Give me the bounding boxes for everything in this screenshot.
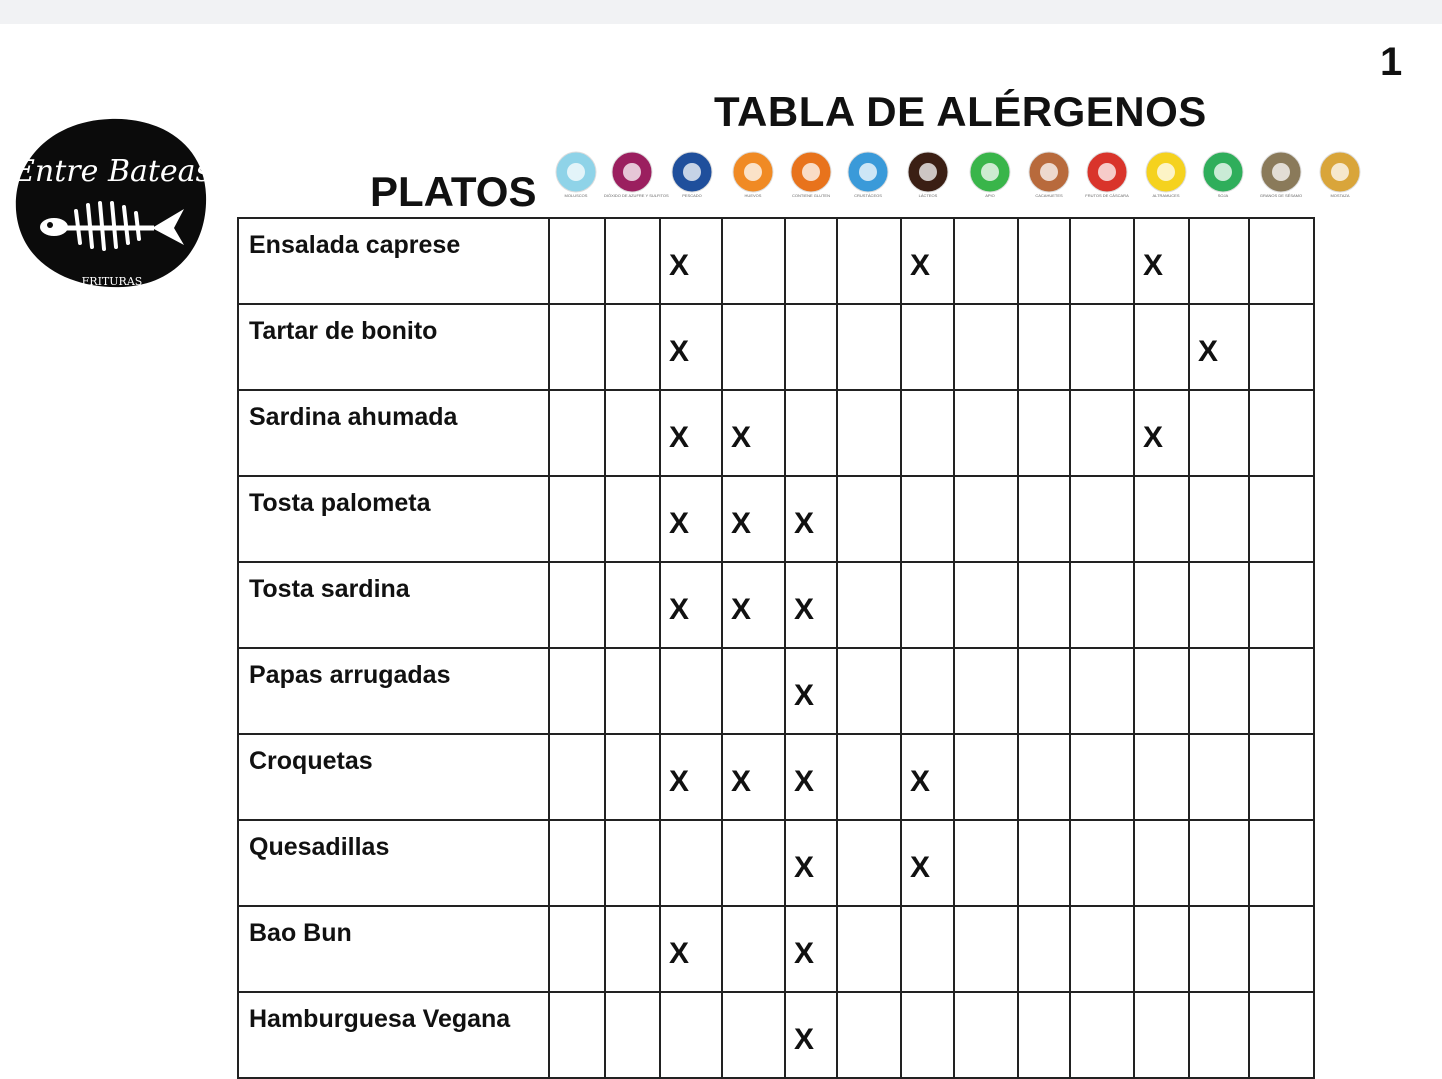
allergen-cell [954,992,1018,1078]
allergen-cell [1070,304,1134,390]
allergen-cell [1249,734,1314,820]
table-row [238,476,1314,562]
allergen-cell [901,648,954,734]
allergen-cell [1189,734,1249,820]
allergen-cell [1070,390,1134,476]
sesamo-icon [1259,150,1303,200]
allergen-cell: X [1134,218,1189,304]
allergen-cell [954,390,1018,476]
dish-name: Hamburguesa Vegana [238,992,549,1078]
allergen-cell [1070,820,1134,906]
allergen-cell: X [785,906,837,992]
table-row [238,218,1314,304]
dish-name: Bao Bun [238,906,549,992]
allergen-caption: APIO [985,193,995,198]
allergen-cell [1018,304,1070,390]
table-row [238,992,1314,1078]
sulfitos-icon [604,150,669,200]
allergen-cell [1018,906,1070,992]
allergen-cell: X [722,390,785,476]
allergen-cell: X [901,218,954,304]
allergen-cell [1134,906,1189,992]
allergen-cell [1070,476,1134,562]
dish-name: Sardina ahumada [238,390,549,476]
allergen-caption: GRANOS DE SÉSAMO [1259,193,1303,198]
allergen-cell [954,906,1018,992]
page-title: TABLA DE ALÉRGENOS [714,88,1207,135]
allergen-cell [1189,390,1249,476]
allergen-cell [1189,906,1249,992]
allergen-cell [1134,820,1189,906]
allergen-cell: X [901,820,954,906]
cacahuetes-icon [1027,150,1071,200]
allergen-cell [837,390,901,476]
allergen-cell [837,648,901,734]
allergen-cell [549,476,605,562]
table-row [238,562,1314,648]
allergen-cell [901,992,954,1078]
allergen-cell [954,648,1018,734]
allergen-cell [954,562,1018,648]
allergen-cell: X [785,820,837,906]
allergen-cell: X [660,304,722,390]
allergen-cell [1134,562,1189,648]
allergen-cell: X [1134,390,1189,476]
allergen-cell [1249,562,1314,648]
allergen-cell [837,820,901,906]
allergen-cell [1189,648,1249,734]
allergen-cell [549,562,605,648]
allergen-cell [605,648,660,734]
allergen-caption: DIÓXIDO DE AZUFRE Y SULFITOS [604,193,669,198]
allergen-cell [1070,562,1134,648]
allergen-cell [901,476,954,562]
moluscos-icon [554,150,598,200]
altramuces-icon [1144,150,1188,200]
allergen-cell [1070,906,1134,992]
allergen-cell [1249,992,1314,1078]
table-row [238,648,1314,734]
allergen-cell [549,992,605,1078]
allergen-cell [1189,476,1249,562]
allergen-cell [901,906,954,992]
top-bar [0,0,1442,24]
allergen-cell [605,820,660,906]
allergen-cell [1018,390,1070,476]
allergen-cell [549,648,605,734]
allergen-caption: HUEVOS [744,193,762,198]
allergen-cell [660,648,722,734]
page-number: 1 [1380,40,1403,84]
allergen-cell [605,992,660,1078]
allergen-cell [1249,218,1314,304]
allergen-cell [837,562,901,648]
allergen-cell [1070,648,1134,734]
allergen-cell: X [660,390,722,476]
platos-heading: PLATOS [370,168,537,215]
allergen-cell [1018,562,1070,648]
allergen-cell [605,218,660,304]
allergen-cell: X [785,734,837,820]
allergen-cell: X [1189,304,1249,390]
allergen-cell: X [722,476,785,562]
allergen-cell [722,992,785,1078]
apio-icon [968,150,1012,200]
allergen-cell [722,820,785,906]
allergen-cell [954,218,1018,304]
allergen-cell [1134,304,1189,390]
restaurant-logo [12,115,211,290]
allergen-cell: X [660,562,722,648]
allergen-cell [1070,992,1134,1078]
allergen-cell [1070,218,1134,304]
mostaza-icon [1318,150,1362,200]
allergen-caption: CRUSTÁCEOS [854,193,882,198]
gluten-icon [789,150,833,200]
logo-name: Entre Bateas [13,154,211,189]
allergen-cell [1018,476,1070,562]
allergen-cell [837,906,901,992]
allergen-cell [549,820,605,906]
allergen-cell [785,304,837,390]
table-row [238,734,1314,820]
allergen-cell: X [785,476,837,562]
allergen-cell [722,304,785,390]
allergen-cell [722,906,785,992]
dish-name: Papas arrugadas [238,648,549,734]
allergen-caption: LÁCTEOS [918,193,938,198]
allergen-cell [954,476,1018,562]
allergen-cell: X [660,218,722,304]
allergen-cell: X [660,476,722,562]
allergen-caption: CONTIENE GLUTEN [791,193,830,198]
allergen-cell [901,562,954,648]
allergen-cell [722,648,785,734]
frutos-cascara-icon [1085,150,1129,200]
lacteos-icon [906,150,950,200]
allergen-cell [1249,476,1314,562]
allergen-cell [785,218,837,304]
allergen-cell: X [722,562,785,648]
logo-subtitle: FRITURAS [81,275,143,288]
allergen-cell [722,218,785,304]
allergen-cell [1134,734,1189,820]
allergen-caption: PESCADO [682,193,702,198]
allergen-cell [1249,906,1314,992]
allergen-cell [1249,390,1314,476]
allergen-cell [1249,648,1314,734]
dish-name: Tartar de bonito [238,304,549,390]
allergen-caption: CACAHUETES [1035,193,1063,198]
allergen-cell [1018,648,1070,734]
allergen-cell [549,734,605,820]
allergen-cell: X [660,734,722,820]
allergen-cell [954,304,1018,390]
allergen-cell: X [722,734,785,820]
allergen-cell [1134,648,1189,734]
allergen-cell [837,218,901,304]
allergen-cell [549,390,605,476]
dish-name: Quesadillas [238,820,549,906]
allergen-cell [1189,562,1249,648]
allergen-cell [901,390,954,476]
allergen-caption: MOLUSCOS [564,193,588,198]
allergen-cell [1249,820,1314,906]
allergen-cell [837,476,901,562]
allergen-cell: X [785,992,837,1078]
allergen-cell [954,734,1018,820]
allergen-cell [785,390,837,476]
allergen-cell [1189,992,1249,1078]
allergen-cell [837,992,901,1078]
allergen-cell [1249,304,1314,390]
table-row [238,390,1314,476]
table-row [238,304,1314,390]
allergen-cell [549,906,605,992]
allergen-table [237,217,1315,1079]
allergen-caption: MOSTAZA [1330,193,1350,198]
allergen-cell [605,562,660,648]
allergen-cell: X [785,562,837,648]
table-row [238,906,1314,992]
dish-name: Ensalada caprese [238,218,549,304]
allergen-cell [660,992,722,1078]
allergen-cell [954,820,1018,906]
allergen-cell [1018,992,1070,1078]
allergen-cell [837,304,901,390]
allergen-cell [549,218,605,304]
allergen-cell [660,820,722,906]
huevos-icon [731,150,775,200]
allergen-caption: FRUTOS DE CÁSCARA [1085,193,1129,198]
crustaceos-icon [846,150,890,200]
dish-name: Tosta palometa [238,476,549,562]
allergen-cell: X [785,648,837,734]
allergen-cell [901,304,954,390]
dish-name: Croquetas [238,734,549,820]
pescado-icon [670,150,714,200]
soja-icon [1201,150,1245,200]
allergen-cell [605,734,660,820]
allergen-cell [549,304,605,390]
allergen-cell [605,390,660,476]
table-row [238,820,1314,906]
allergen-caption: ALTRAMUCES [1152,193,1180,198]
dish-name: Tosta sardina [238,562,549,648]
allergen-caption: SOJA [1217,193,1229,198]
allergen-cell [1134,992,1189,1078]
allergen-cell [1018,218,1070,304]
allergen-cell [837,734,901,820]
allergen-cell [1134,476,1189,562]
allergen-cell [1070,734,1134,820]
allergen-cell: X [901,734,954,820]
allergen-cell [1189,218,1249,304]
allergen-cell [605,476,660,562]
allergen-cell [1018,734,1070,820]
allergen-cell [605,906,660,992]
allergen-cell [1189,820,1249,906]
allergen-cell [605,304,660,390]
allergen-cell [1018,820,1070,906]
allergen-cell: X [660,906,722,992]
